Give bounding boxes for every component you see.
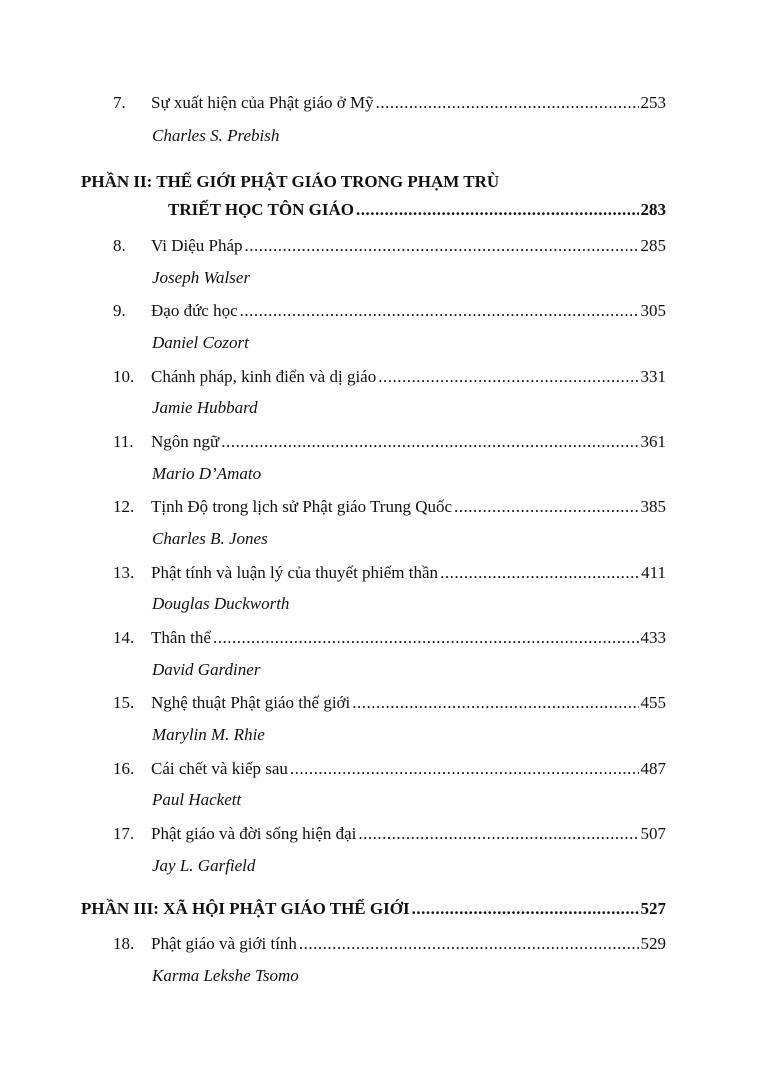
entry-author: Jamie Hubbard <box>152 398 258 417</box>
entry-title: Đạo đức học <box>151 301 238 320</box>
entry-title: Cái chết và kiếp sau <box>151 759 288 778</box>
leader-dots <box>358 823 638 845</box>
entry-page-number: 411 <box>641 563 666 582</box>
entry-title: Phật giáo và giới tính <box>151 934 297 953</box>
entry-author: David Gardiner <box>152 660 261 679</box>
entry-number: 7. <box>113 93 126 112</box>
part-page-number: 527 <box>640 899 666 918</box>
leader-dots <box>378 366 638 388</box>
entry-author: Paul Hackett <box>152 790 242 809</box>
leader-dots <box>213 627 639 649</box>
entry-title: Vi Diệu Pháp <box>151 236 243 255</box>
entry-page-number: 285 <box>640 236 666 255</box>
part-heading-line2[interactable] <box>168 199 666 221</box>
entry-page-number: 361 <box>640 432 666 451</box>
leader-dots <box>290 758 639 780</box>
entry-number: 11. <box>113 432 134 451</box>
entry-author: Charles S. Prebish <box>152 126 280 145</box>
entry-title: Phật tính và luận lý của thuyết phiếm thần <box>151 563 439 582</box>
leader-dots <box>245 235 639 257</box>
toc-entry[interactable] <box>113 933 666 955</box>
toc-entry[interactable] <box>113 431 666 453</box>
entry-title: Tịnh Độ trong lịch sử Phật giáo Trung Quốc <box>151 497 453 516</box>
entry-title: Chánh pháp, kinh điển và dị giáo <box>151 367 377 386</box>
entry-title: Ngôn ngữ <box>151 432 220 451</box>
entry-author: Daniel Cozort <box>152 333 249 352</box>
part-title-line2: TRIẾT HỌC TÔN GIÁO <box>168 200 354 219</box>
entry-title: Thân thể <box>151 628 211 647</box>
toc-entry[interactable] <box>113 692 666 714</box>
toc-entry[interactable] <box>113 366 666 388</box>
entry-page-number: 385 <box>640 497 666 516</box>
entry-author: Mario D’Amato <box>152 464 262 483</box>
part-heading[interactable] <box>81 171 499 193</box>
entry-page-number: 331 <box>640 367 666 386</box>
entry-number: 15. <box>113 693 135 712</box>
entry-number: 17. <box>113 824 135 843</box>
entry-number: 13. <box>113 563 135 582</box>
toc-entry[interactable] <box>113 496 666 518</box>
toc-entry[interactable] <box>113 235 666 257</box>
entry-page-number: 305 <box>640 301 666 320</box>
entry-title: Nghệ thuật Phật giáo thế giới <box>151 693 351 712</box>
entry-number: 18. <box>113 934 135 953</box>
entry-page-number: 487 <box>640 759 666 778</box>
leader-dots <box>376 92 639 114</box>
entry-author: Marylin M. Rhie <box>152 725 265 744</box>
entry-number: 16. <box>113 759 135 778</box>
entry-number: 8. <box>113 236 126 255</box>
leader-dots <box>221 431 638 453</box>
leader-dots <box>240 300 639 322</box>
entry-author: Jay L. Garfield <box>152 856 256 875</box>
entry-author: Douglas Duckworth <box>152 594 290 613</box>
entry-page-number: 529 <box>640 934 666 953</box>
leader-dots <box>412 898 639 920</box>
entry-number: 9. <box>113 301 126 320</box>
entry-author: Karma Lekshe Tsomo <box>152 966 299 985</box>
entry-title: Phật giáo và đời sống hiện đại <box>151 824 357 843</box>
entry-author: Charles B. Jones <box>152 529 268 548</box>
part-page-number: 283 <box>640 200 666 219</box>
leader-dots <box>299 933 639 955</box>
entry-number: 10. <box>113 367 135 386</box>
entry-page-number: 507 <box>640 824 666 843</box>
leader-dots <box>352 692 638 714</box>
entry-page-number: 253 <box>640 93 666 112</box>
entry-number: 12. <box>113 497 135 516</box>
toc-entry[interactable] <box>113 627 666 649</box>
leader-dots <box>440 562 639 584</box>
toc-entry[interactable] <box>113 823 666 845</box>
toc-entry[interactable] <box>113 758 666 780</box>
toc-entry[interactable] <box>113 562 666 584</box>
part-title: PHẦN III: XÃ HỘI PHẬT GIÁO THẾ GIỚI <box>81 899 410 918</box>
entry-page-number: 455 <box>640 693 666 712</box>
part-heading[interactable] <box>81 898 666 920</box>
part-title-line1: PHẦN II: THẾ GIỚI PHẬT GIÁO TRONG PHẠM TRÙ <box>81 172 500 191</box>
leader-dots <box>454 496 638 518</box>
entry-author: Joseph Walser <box>152 268 251 287</box>
toc-entry[interactable] <box>113 300 666 322</box>
entry-title: Sự xuất hiện của Phật giáo ở Mỹ <box>151 93 374 112</box>
leader-dots <box>356 199 639 221</box>
entry-page-number: 433 <box>640 628 666 647</box>
entry-number: 14. <box>113 628 135 647</box>
toc-entry[interactable] <box>113 92 666 114</box>
